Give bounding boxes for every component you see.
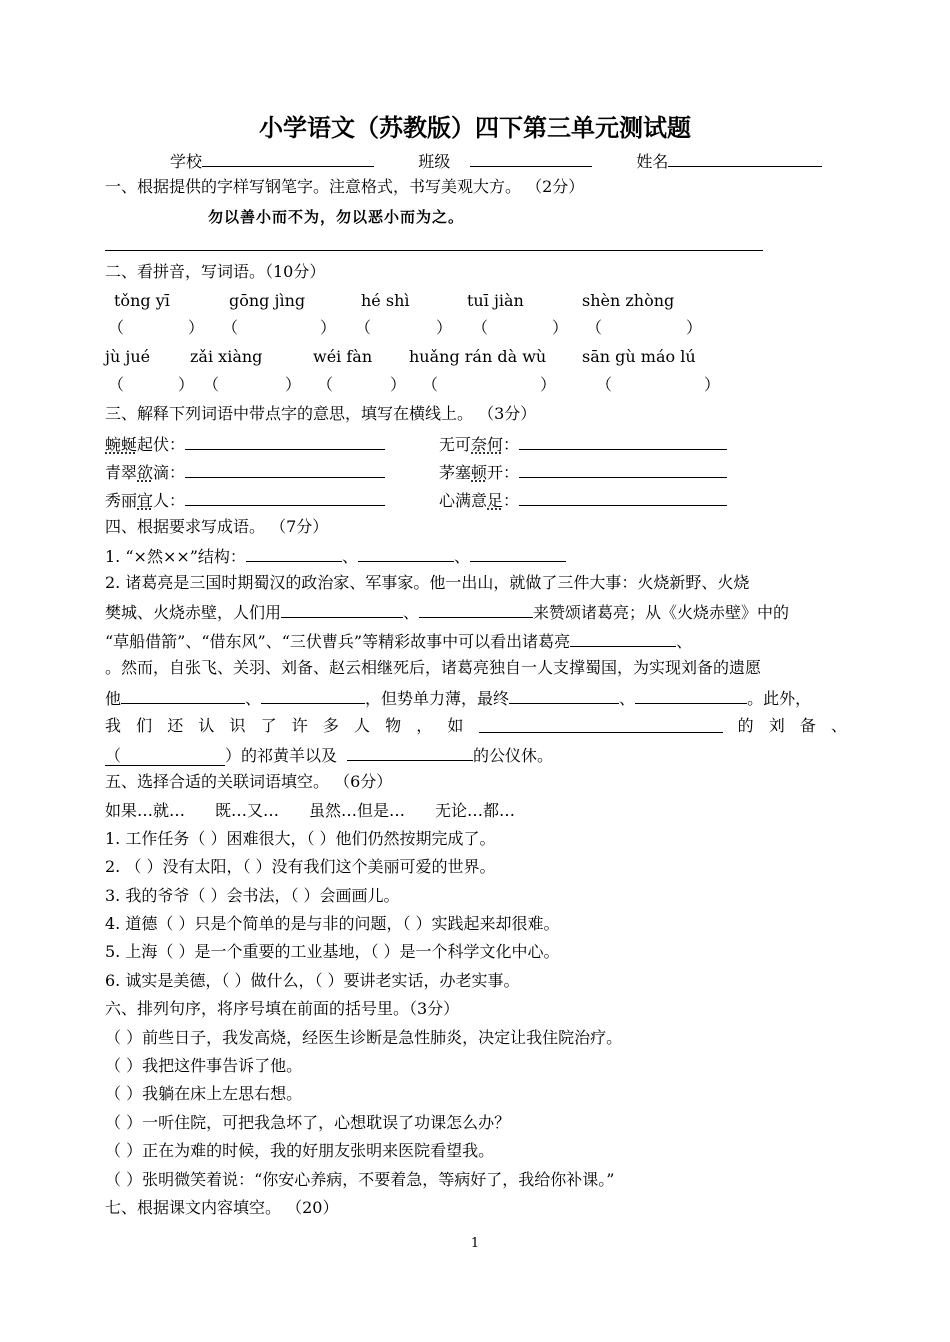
answer-line[interactable]: [185, 433, 385, 450]
answer-paren-open[interactable]: （: [317, 375, 334, 394]
answer-paren-close: ）: [320, 318, 337, 337]
answer-paren-close: ）: [540, 375, 557, 394]
writing-line[interactable]: [105, 250, 763, 251]
definition-item: 心满意足：: [439, 489, 727, 511]
answer-line[interactable]: [121, 687, 245, 704]
question-4-2-line: “草船借箭”、“借东风”、“三伏曹兵”等精彩故事中可以看出诸葛亮 、: [105, 632, 693, 651]
order-item[interactable]: （ ）张明微笑着说：“你安心养病，不要着急，等病好了，我给你补课。”: [105, 1170, 615, 1189]
fill-item[interactable]: 6. 诚实是美德，（ ）做什么，（ ）要讲老实话，办老实事。: [105, 971, 520, 990]
school-label: 学校: [170, 152, 203, 171]
name-field[interactable]: [668, 150, 822, 167]
answer-line[interactable]: [570, 630, 676, 647]
question-4-1: 1. “×然××”结构： 、 、: [105, 545, 566, 567]
pinyin-item: gōng jìng: [229, 291, 306, 310]
page-title: 小学语文（苏教版）四下第三单元测试题: [259, 113, 691, 142]
definition-item: 蜿蜒起伏：: [105, 433, 385, 455]
answer-paren-open[interactable]: （: [355, 318, 372, 337]
fill-item[interactable]: 2. （ ）没有太阳，（ ）没有我们这个美丽可爱的世界。: [105, 857, 496, 876]
fill-item[interactable]: 3. 我的爷爷（ ）会书法，（ ）会画画儿。: [105, 886, 400, 905]
pinyin-item: sān gù máo lú: [582, 347, 696, 366]
dotted-word: 蜿蜒: [105, 435, 138, 454]
pinyin-item: wéi fàn: [313, 347, 373, 366]
question-4-2-line: 我 们 还 认 识 了 许 多 人 物 ， 如 的 刘 备 、: [105, 716, 847, 735]
answer-paren-close: ）: [178, 375, 195, 394]
definition-item: 无可奈何：: [439, 433, 727, 455]
order-item[interactable]: （ ）一听住院，可把我急坏了，心想耽误了功课怎么办？: [105, 1113, 511, 1132]
pinyin-item: hé shì: [361, 291, 410, 310]
answer-line[interactable]: [419, 601, 533, 618]
dotted-word: 宜: [137, 491, 154, 510]
definition-item: 青翠欲滴：: [105, 461, 385, 483]
pinyin-item: shèn zhòng: [582, 291, 675, 310]
answer-line[interactable]: [261, 687, 365, 704]
answer-paren-open[interactable]: （: [596, 375, 613, 394]
answer-line[interactable]: （: [105, 746, 225, 766]
answer-paren-open[interactable]: （: [222, 318, 239, 337]
section-5-heading: 五、选择合适的关联词语填空。 （6分）: [105, 772, 393, 791]
answer-paren-close: ）: [390, 375, 407, 394]
fill-item[interactable]: 5. 上海（ ）是一个重要的工业基地，（ ）是一个科学文化中心。: [105, 942, 560, 961]
pinyin-item: zǎi xiàng: [190, 347, 263, 366]
answer-paren-open[interactable]: （: [472, 318, 489, 337]
section-1-heading: 一、根据提供的字样写钢笔字。注意格式，书写美观大方。 （2分）: [105, 177, 585, 196]
question-4-2-line: 。然而，自张飞、关羽、刘备、赵云相继死后，诸葛亮独自一人支撑蜀国，为实现刘备的遗愿: [105, 658, 762, 677]
pinyin-item: tǒng yī: [114, 291, 170, 310]
option: 无论…都…: [435, 801, 516, 820]
dotted-word: 顿: [471, 463, 488, 482]
answer-paren-close: ）: [436, 318, 453, 337]
header-row: [170, 150, 822, 172]
class-field[interactable]: [470, 150, 592, 167]
class-label: 班级: [418, 152, 451, 171]
answer-paren-open[interactable]: （: [108, 318, 125, 337]
answer-line[interactable]: [281, 601, 403, 618]
answer-line[interactable]: [185, 489, 385, 506]
answer-line[interactable]: [509, 687, 619, 704]
page-number: 1: [470, 1236, 480, 1251]
fill-item[interactable]: 1. 工作任务（ ）困难很大，（ ）他们仍然按期完成了。: [105, 829, 496, 848]
section-2-heading: 二、看拼音，写词语。（10分）: [105, 262, 326, 281]
question-4-2-line: （ ）的祁黄羊以及 的公仪休。: [105, 746, 554, 765]
answer-line[interactable]: [347, 744, 473, 761]
answer-line[interactable]: [185, 461, 385, 478]
section-7-heading: 七、根据课文内容填空。 （20）: [105, 1198, 339, 1217]
answer-line[interactable]: [358, 545, 454, 562]
dotted-word: 奈何: [471, 435, 504, 454]
option-row: [105, 801, 515, 821]
order-item[interactable]: （ ）我把这件事告诉了他。: [105, 1056, 303, 1075]
answer-paren-open[interactable]: （: [108, 375, 125, 394]
order-item[interactable]: （ ）正在为难的时候，我的好朋友张明来医院看望我。: [105, 1141, 495, 1160]
answer-paren-close: ）: [704, 375, 721, 394]
answer-line[interactable]: [246, 545, 342, 562]
calligraphy-sample: 勿以善小而不为，勿以恶小而为之。: [208, 208, 465, 226]
question-4-2-line: 他 、 ，但势单力薄，最终 、 。此外，: [105, 689, 812, 708]
answer-line[interactable]: [470, 545, 566, 562]
section-4-heading: 四、根据要求写成语。 （7分）: [105, 517, 329, 536]
question-4-2-line: 2. 诸葛亮是三国时期蜀汉的政治家、军事家。他一出山，就做了三件大事：火烧新野、火烧: [105, 573, 750, 592]
answer-line[interactable]: [635, 687, 747, 704]
pinyin-item: jù jué: [105, 347, 151, 366]
answer-paren-open[interactable]: （: [586, 318, 603, 337]
order-item[interactable]: （ ）前些日子，我发高烧，经医生诊断是急性肺炎，决定让我住院治疗。: [105, 1028, 623, 1047]
section-3-heading: 三、解释下列词语中带点字的意思，填写在横线上。 （3分）: [105, 404, 537, 423]
question-4-2-line: 樊城、火烧赤壁，人们用 、 来赞颂诸葛亮；从《火烧赤壁》中的: [105, 603, 790, 622]
pinyin-item: huǎng rán dà wù: [409, 347, 547, 366]
answer-paren-open[interactable]: （: [422, 375, 439, 394]
answer-line[interactable]: [479, 716, 723, 733]
option: 如果…就…: [105, 801, 186, 820]
answer-paren-close: ）: [188, 318, 205, 337]
answer-paren-open[interactable]: （: [203, 375, 220, 394]
name-label: 姓名: [636, 152, 669, 171]
school-field[interactable]: [202, 150, 374, 167]
answer-line[interactable]: [519, 489, 727, 506]
fill-item[interactable]: 4. 道德（ ）只是个简单的是与非的问题，（ ）实践起来却很难。: [105, 914, 560, 933]
definition-item: 秀丽宜人：: [105, 489, 385, 511]
pinyin-item: tuī jiàn: [467, 291, 524, 310]
answer-paren-close: ）: [552, 318, 569, 337]
answer-paren-close: ）: [686, 318, 703, 337]
option: 既…又…: [215, 801, 280, 820]
definition-item: 茅塞顿开：: [439, 461, 727, 483]
dotted-word: 欲: [137, 463, 154, 482]
answer-line[interactable]: [519, 433, 727, 450]
order-item[interactable]: （ ）我躺在床上左思右想。: [105, 1084, 303, 1103]
dotted-word: 足: [487, 491, 504, 510]
option: 虽然…但是…: [309, 801, 406, 820]
answer-line[interactable]: [519, 461, 727, 478]
answer-paren-close: ）: [285, 375, 302, 394]
section-6-heading: 六、排列句序，将序号填在前面的括号里。（3分）: [105, 999, 460, 1018]
